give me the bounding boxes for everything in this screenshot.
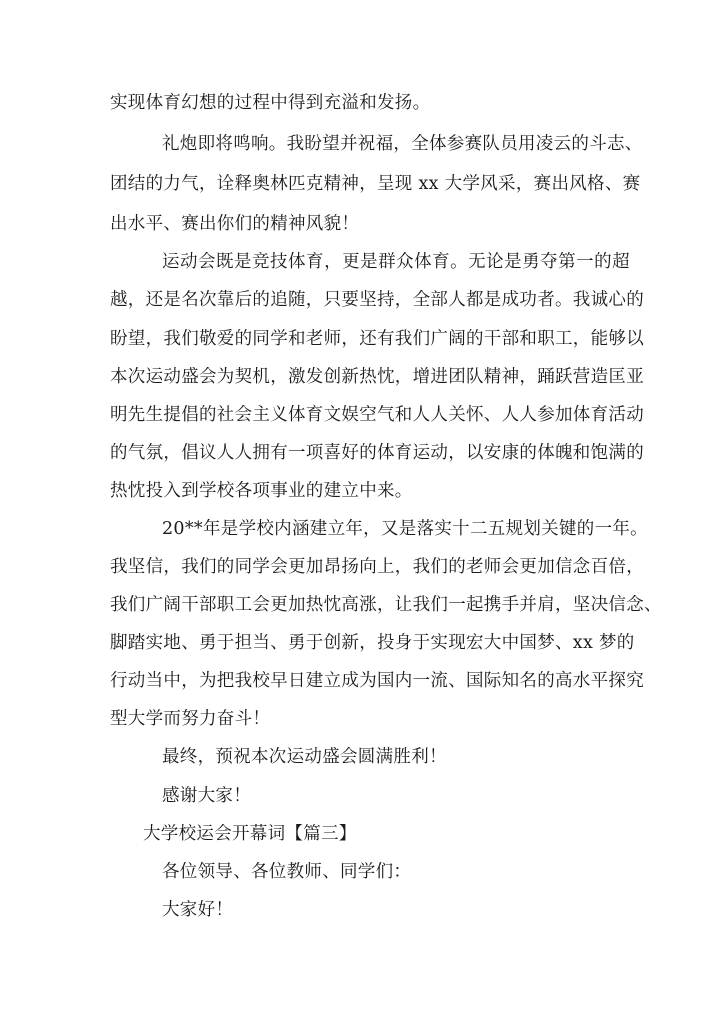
salutation-line: 各位领导、各位教师、同学们： [162, 862, 412, 882]
paragraph-line: 越，还是名次靠后的追随，只要坚持，全部人都是成功者。我诚心的 [110, 290, 644, 310]
paragraph-line: 感谢大家！ [162, 786, 251, 806]
paragraph-line: 脚踏实地、勇于担当、勇于创新，投身于实现宏大中国梦、xx 梦的 [110, 633, 635, 653]
paragraph-line: 实现体育幻想的过程中得到充溢和发扬。 [110, 93, 431, 113]
paragraph-line: 行动当中，为把我校早日建立成为国内一流、国际知名的高水平探究 [110, 671, 644, 691]
paragraph-line: 型大学而努力奋斗！ [110, 709, 271, 729]
paragraph-line: 礼炮即将鸣响。我盼望并祝福，全体参赛队员用凌云的斗志、 [162, 134, 643, 154]
paragraph-line: 最终，预祝本次运动盛会圆满胜利！ [162, 747, 447, 767]
paragraph-line: 团结的力气，诠释奥林匹克精神，呈现 xx 大学风采，赛出风格、赛 [110, 174, 641, 194]
paragraph-line: 热忱投入到学校各项事业的建立中来。 [110, 481, 413, 501]
paragraph-line: 的气氛，倡议人人拥有一项喜好的体育运动，以安康的体魄和饱满的 [110, 443, 644, 463]
greeting-line: 大家好！ [162, 900, 234, 920]
paragraph-line: 我们广阔干部职工会更加热忱高涨，让我们一起携手并肩，坚决信念、 [110, 595, 662, 615]
paragraph-line: 盼望，我们敬爱的同学和老师，还有我们广阔的干部和职工，能够以 [110, 329, 644, 349]
paragraph-line: 出水平、赛出你们的精神风貌！ [110, 214, 360, 234]
paragraph-line: 明先生提倡的社会主义体育文娱空气和人人关怀、人人参加体育活动 [110, 405, 644, 425]
section-heading: 大学校运会开幕词【篇三】 [143, 824, 357, 844]
paragraph-line: 本次运动盛会为契机，激发创新热忱，增进团队精神，踊跃营造匡亚 [110, 367, 644, 387]
paragraph-line: 20**年是学校内涵建立年，又是落实十二五规划关键的一年。 [162, 519, 648, 539]
paragraph-line: 我坚信，我们的同学会更加昂扬向上，我们的老师会更加信念百倍， [110, 557, 644, 577]
paragraph-line: 运动会既是竞技体育，更是群众体育。无论是勇夺第一的超 [162, 252, 630, 272]
